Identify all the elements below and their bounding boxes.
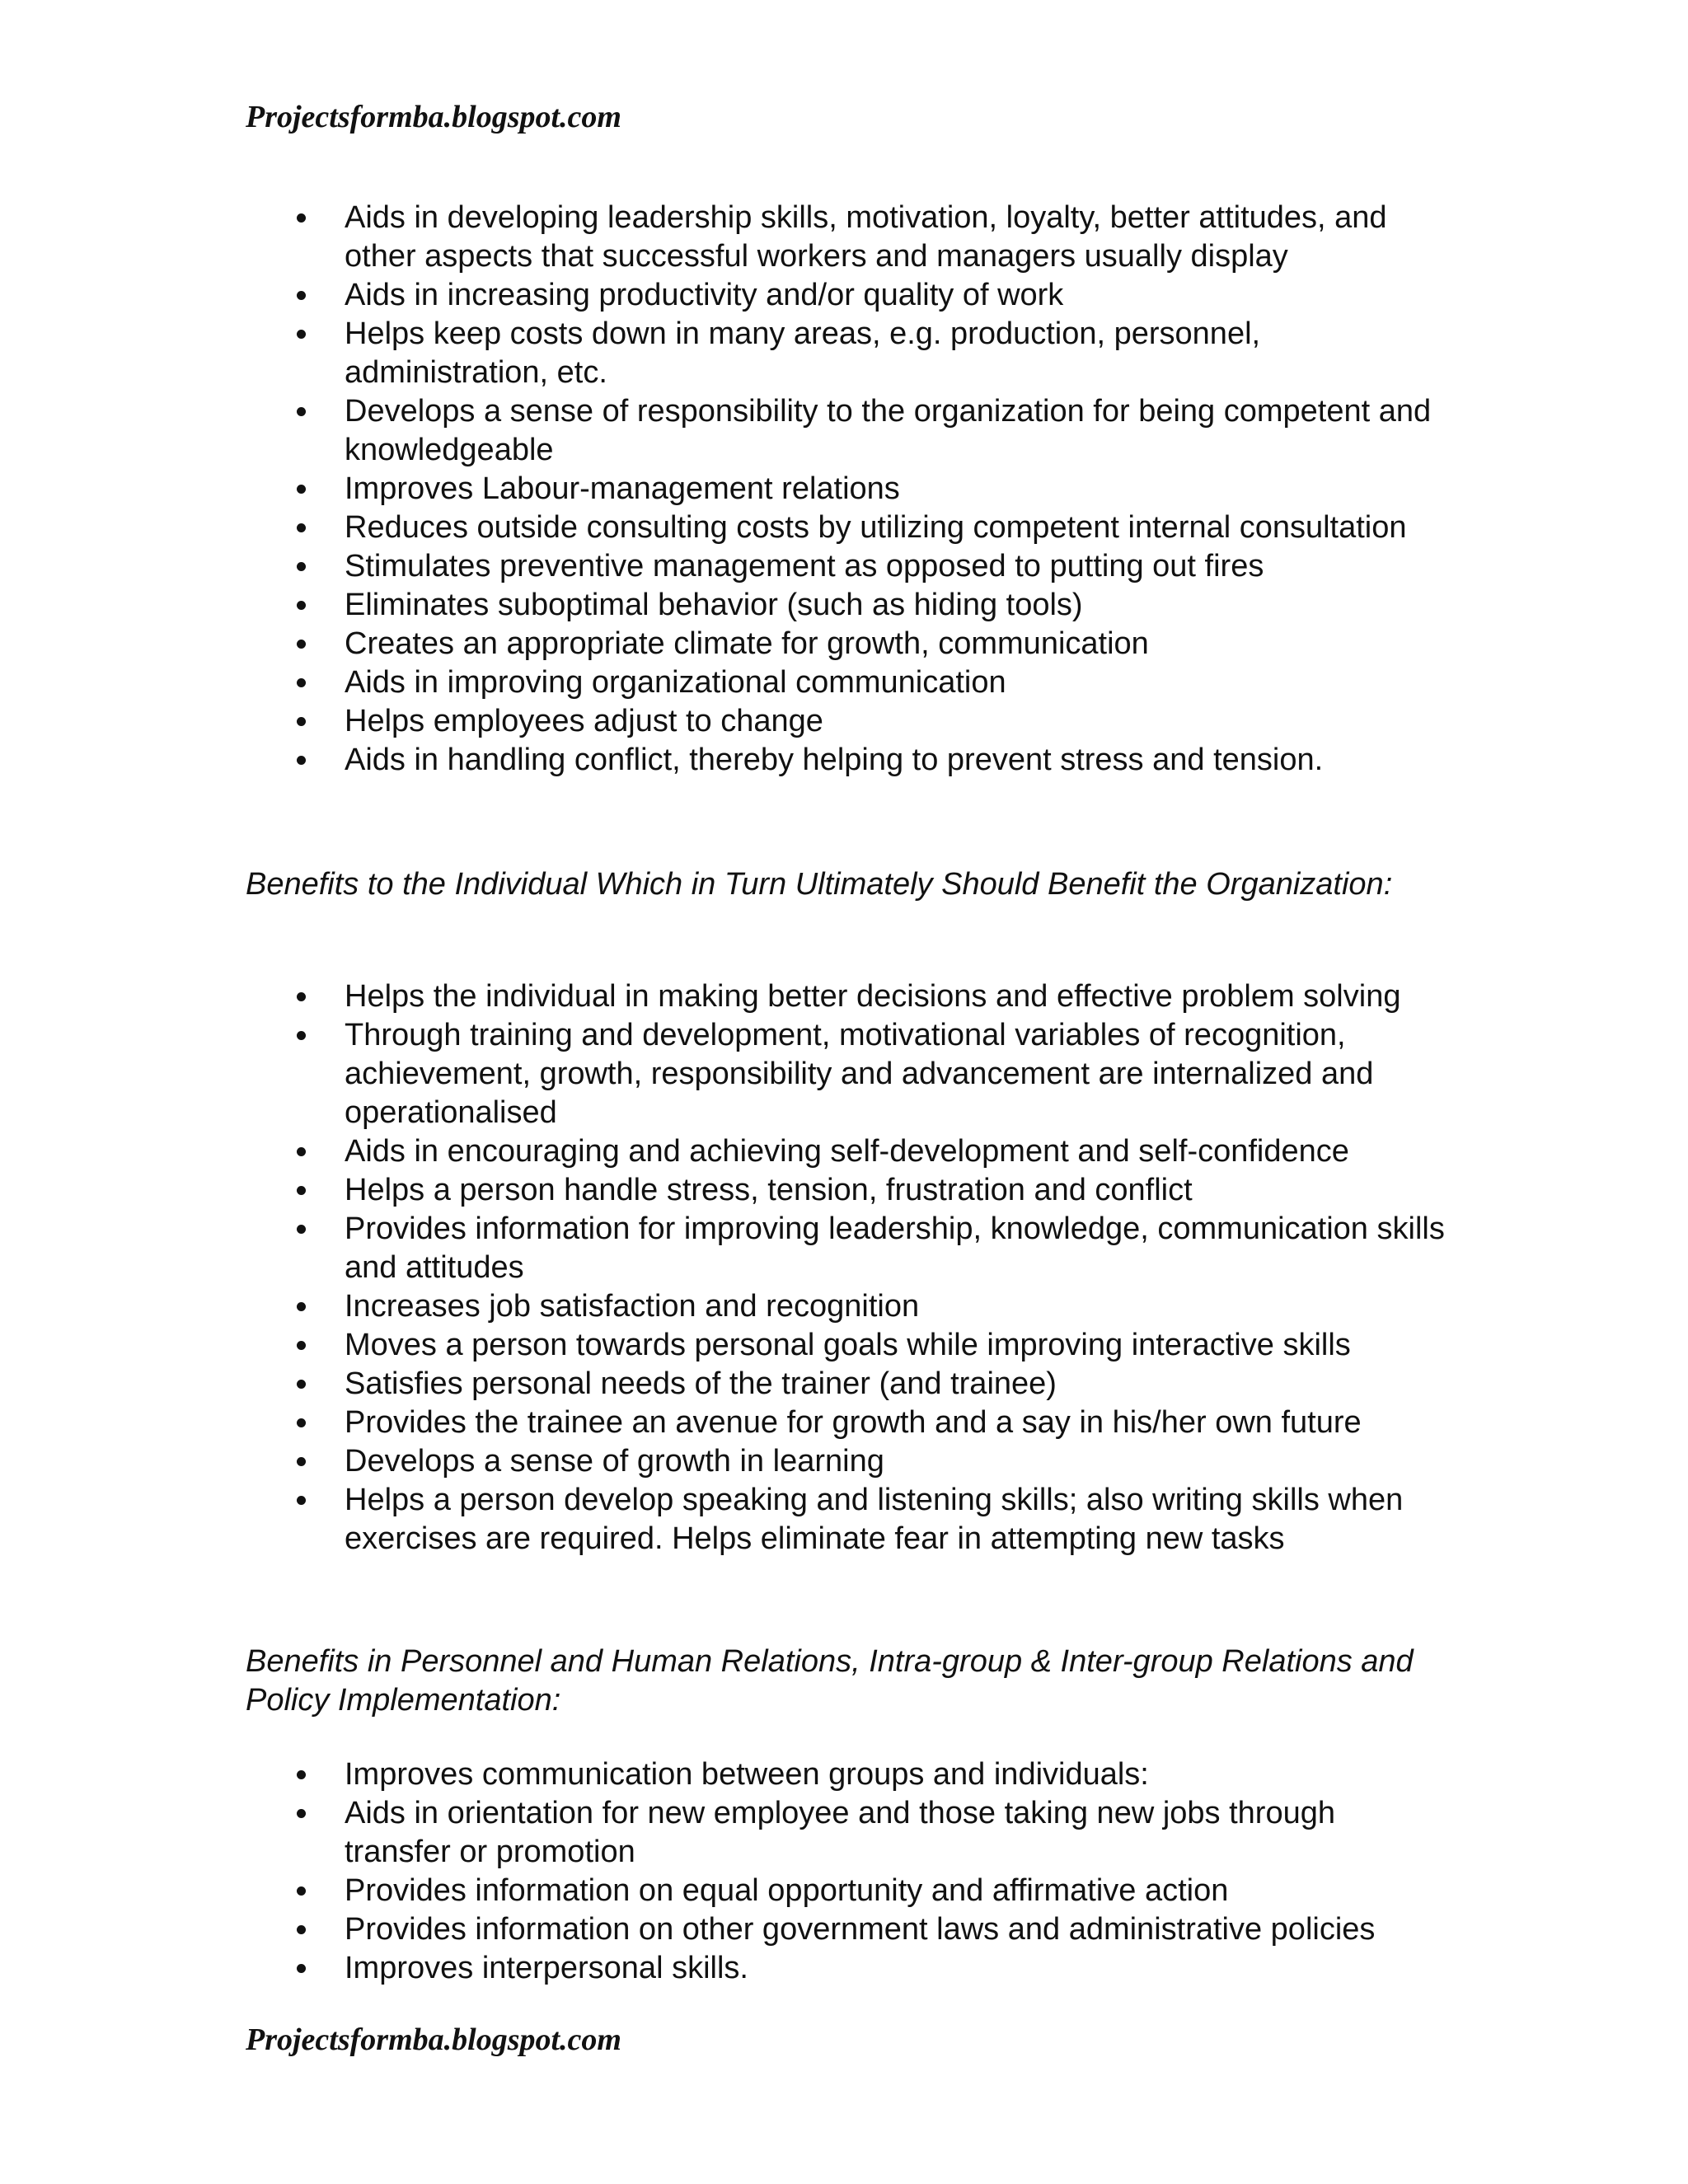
list-item-text: Helps the individual in making better decisions and effective problem solving	[345, 979, 1401, 1014]
list-item-text: Reduces outside consulting costs by utilizing competent internal consultation	[345, 510, 1407, 545]
list-item-text: Stimulates preventive management as opposed to putting out fires	[345, 549, 1264, 583]
bullet-icon	[297, 485, 306, 494]
section2-heading: Benefits to the Individual Which in Turn Ultimately Should Benefit the Organization:	[246, 867, 1393, 902]
bullet-icon	[297, 1886, 306, 1896]
list-item-text: Aids in encouraging and achieving self-development and self-confidence	[345, 1134, 1349, 1169]
list-item-text: Increases job satisfaction and recognition	[345, 1289, 920, 1324]
list-item-text: Helps employees adjust to change	[345, 704, 823, 738]
list-item-text: Aids in handling conflict, thereby helping to prevent stress and tension.	[345, 743, 1324, 777]
list-item	[246, 509, 1449, 547]
bullet-icon	[297, 1341, 306, 1350]
list-item-text: Provides the trainee an avenue for growth and a say in his/her own future	[345, 1405, 1362, 1440]
list-item	[246, 1365, 1449, 1404]
section1-bullet-list	[246, 199, 1449, 780]
list-item	[246, 1949, 1449, 1988]
bullet-icon	[297, 601, 306, 610]
list-item-text: Develops a sense of growth in learning	[345, 1444, 884, 1479]
bullet-icon	[297, 407, 306, 416]
list-item	[246, 470, 1449, 509]
list-item	[246, 1016, 1449, 1132]
list-item	[246, 1481, 1449, 1558]
bullet-icon	[297, 1770, 306, 1779]
list-item	[246, 315, 1449, 392]
list-item	[246, 1171, 1449, 1210]
section1-list-block	[246, 199, 1449, 780]
list-item-text: Develops a sense of responsibility to the organization for being competent and knowledgeable	[345, 394, 1432, 467]
list-item	[246, 276, 1449, 315]
list-item	[246, 1794, 1449, 1872]
list-item	[246, 741, 1449, 780]
list-item-text: Helps keep costs down in many areas, e.g. production, personnel, administration, etc.	[345, 316, 1261, 390]
list-item-text: Helps a person handle stress, tension, frustration and conflict	[345, 1173, 1193, 1207]
bullet-icon	[297, 330, 306, 339]
section3-heading: Benefits in Personnel and Human Relations, Intra-group & Inter-group Relations and Policy Implementation:	[246, 1644, 1414, 1718]
list-item-text: Improves Labour-management relations	[345, 471, 900, 506]
bullet-icon	[297, 756, 306, 765]
bullet-icon	[297, 1496, 306, 1505]
section2-bullet-list	[246, 977, 1449, 1558]
bullet-icon	[297, 1809, 306, 1818]
bullet-icon	[297, 640, 306, 649]
section3-heading-block	[246, 1643, 1449, 1720]
bullet-icon	[297, 1925, 306, 1934]
list-item-text: Helps a person develop speaking and listening skills; also writing skills when exercises are required. Helps eliminate fear in attempting new tasks	[345, 1483, 1404, 1556]
section3-bullet-list	[246, 1755, 1449, 1988]
bullet-icon	[297, 523, 306, 532]
bullet-icon	[297, 678, 306, 687]
list-item	[246, 586, 1449, 625]
bullet-icon	[297, 1964, 306, 1973]
list-item	[246, 702, 1449, 741]
list-item-text: Provides information on other government laws and administrative policies	[345, 1912, 1376, 1947]
list-item	[246, 1910, 1449, 1949]
page-header: Projectsformba.blogspot.com	[246, 100, 621, 134]
list-item-text: Improves communication between groups and individuals:	[345, 1757, 1149, 1792]
bullet-icon	[297, 1031, 306, 1040]
list-item	[246, 1872, 1449, 1910]
list-item	[246, 663, 1449, 702]
list-item	[246, 1326, 1449, 1365]
bullet-icon	[297, 562, 306, 571]
list-item-text: Aids in increasing productivity and/or quality of work	[345, 278, 1064, 312]
list-item	[246, 1442, 1449, 1481]
bullet-icon	[297, 1147, 306, 1156]
page-footer: Projectsformba.blogspot.com	[246, 2022, 621, 2057]
bullet-icon	[297, 1225, 306, 1234]
list-item-text: Through training and development, motivational variables of recognition, achievement, growth, responsibility and advancement are internalized and operationalised	[345, 1018, 1374, 1130]
bullet-icon	[297, 1380, 306, 1389]
bullet-icon	[297, 992, 306, 1001]
list-item-text: Improves interpersonal skills.	[345, 1951, 748, 1985]
list-item	[246, 1404, 1449, 1442]
bullet-icon	[297, 213, 306, 223]
bullet-icon	[297, 291, 306, 300]
list-item-text: Eliminates suboptimal behavior (such as hiding tools)	[345, 588, 1083, 622]
list-item	[246, 1210, 1449, 1287]
list-item	[246, 1132, 1449, 1171]
list-item-text: Aids in orientation for new employee and those taking new jobs through transfer or promotion	[345, 1796, 1335, 1869]
list-item	[246, 199, 1449, 276]
list-item-text: Aids in developing leadership skills, motivation, loyalty, better attitudes, and other aspects that successful workers and managers usually display	[345, 200, 1387, 274]
list-item-text: Creates an appropriate climate for growth, communication	[345, 626, 1149, 661]
section2-heading-block	[246, 865, 1449, 904]
bullet-icon	[297, 1457, 306, 1466]
bullet-icon	[297, 717, 306, 726]
list-item	[246, 392, 1449, 470]
bullet-icon	[297, 1186, 306, 1195]
bullet-icon	[297, 1302, 306, 1311]
list-item	[246, 547, 1449, 586]
section2-list-block	[246, 977, 1449, 1558]
list-item	[246, 1287, 1449, 1326]
list-item	[246, 977, 1449, 1016]
list-item-text: Provides information on equal opportunity and affirmative action	[345, 1873, 1229, 1908]
list-item	[246, 625, 1449, 663]
section3-list-block	[246, 1755, 1449, 1988]
list-item-text: Provides information for improving leadership, knowledge, communication skills and attitudes	[345, 1212, 1445, 1285]
list-item-text: Moves a person towards personal goals while improving interactive skills	[345, 1328, 1351, 1362]
bullet-icon	[297, 1418, 306, 1427]
list-item	[246, 1755, 1449, 1794]
list-item-text: Aids in improving organizational communication	[345, 665, 1006, 700]
list-item-text: Satisfies personal needs of the trainer (and trainee)	[345, 1366, 1057, 1401]
